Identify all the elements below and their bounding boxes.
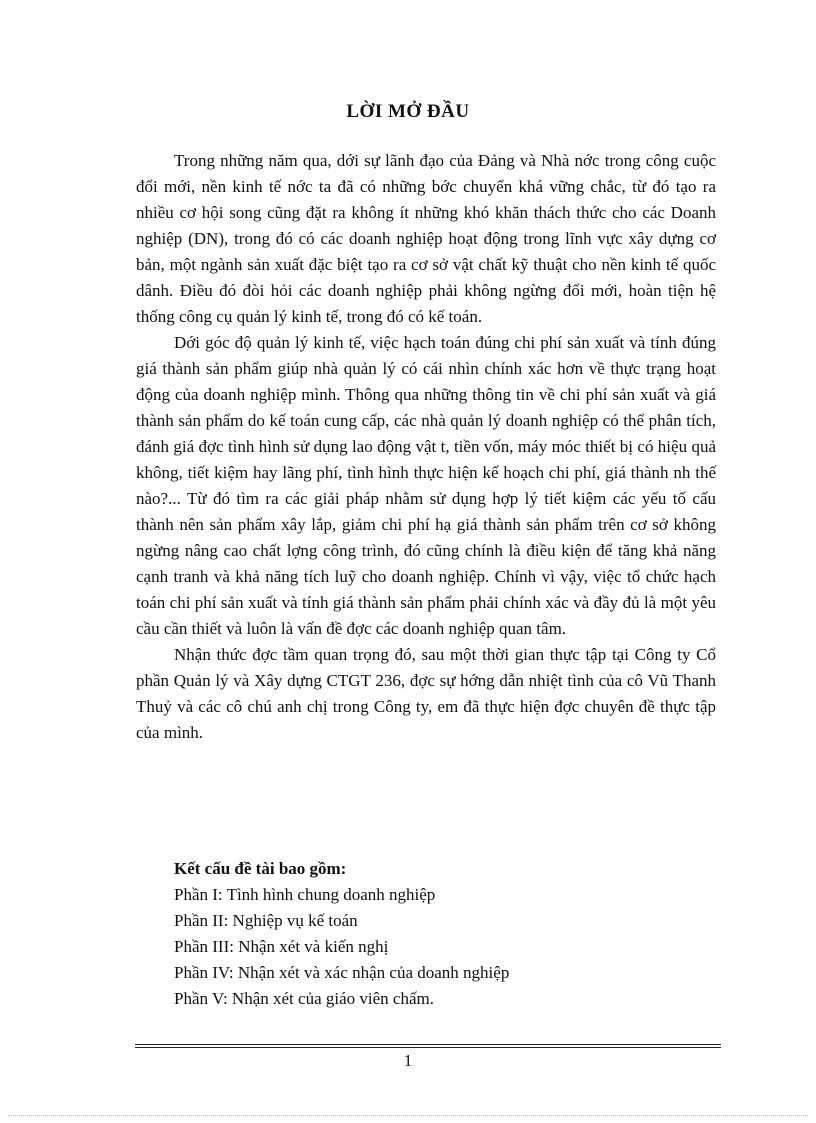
structure-item-5: Phần V: Nhận xét của giáo viên chấm.	[174, 989, 434, 1008]
structure-item-1: Phần I: Tình hình chung doanh nghiệp	[174, 885, 436, 904]
structure-item-3: Phần III: Nhận xét và kiến nghị	[174, 937, 389, 956]
page-title: LỜI MỞ ĐẦU	[346, 101, 470, 122]
introduction-body	[136, 148, 716, 746]
footer-divider-secondary	[135, 1047, 721, 1048]
structure-item-4: Phần IV: Nhận xét và xác nhận của doanh nghiệp	[174, 963, 510, 982]
footer-divider	[135, 1044, 721, 1045]
structure-section	[174, 856, 714, 1012]
paragraph-2: Dới góc độ quản lý kinh tế, việc hạch toán đúng chi phí sản xuất và tính đúng giá thành sản phẩm giúp nhà quản lý có cái nhìn chính xác hơn về thực trạng hoạt động của doanh nghiệp mình. Thông qua những thông tin về chi phí sản xuất và giá thành sản phẩm do kế toán cung cấp, các nhà quản lý doanh nghiệp có thể phân tích, đánh giá đợc tình hình sử dụng lao động vật t, tiền vốn, máy móc thiết bị có hiệu quả không, tiết kiệm hay lãng phí, tình hình thực hiện kế hoạch chi phí, giá thành nh thế nào?... Từ đó tìm ra các giải pháp nhằm sử dụng hợp lý tiết kiệm các yếu tố cấu thành nên sản phẩm xây lắp, giảm chi phí hạ giá thành sản phẩm trên cơ sở không ngừng nâng cao chất lợng công trình, đó cũng chính là điều kiện để tăng khả năng cạnh tranh và khả năng tích luỹ cho doanh nghiệp. Chính vì vậy, việc tổ chức hạch toán chi phí sản xuất và tính giá thành sản phẩm phải chính xác và đầy đủ là một yêu cầu cần thiết và luôn là vấn đề đợc các doanh nghiệp quan tâm.	[136, 333, 716, 638]
structure-item-2: Phần II: Nghiệp vụ kế toán	[174, 911, 358, 930]
paragraph-1: Trong những năm qua, dới sự lãnh đạo của Đảng và Nhà nớc trong công cuộc đổi mới, nền kinh tế nớc ta đã có những bớc chuyển khá vững chắc, từ đó tạo ra nhiều cơ hội song cũng đặt ra không ít những khó khăn thách thức cho các Doanh nghiệp (DN), trong đó có các doanh nghiệp hoạt động trong lĩnh vực xây dựng cơ bản, một ngành sản xuất đặc biệt tạo ra cơ sở vật chất kỹ thuật cho nền kinh tế quốc dânh. Điều đó đòi hỏi các doanh nghiệp phải không ngừng đổi mới, hoàn tiện hệ thống công cụ quản lý kinh tế, trong đó có kế toán.	[136, 151, 716, 326]
page-number: 1	[403, 1051, 413, 1070]
paragraph-3: Nhận thức đợc tầm quan trọng đó, sau một thời gian thực tập tại Công ty Cổ phần Quản lý và Xây dựng CTGT 236, đợc sự hớng dẫn nhiệt tình của cô Vũ Thanh Thuỷ và các cô chú anh chị trong Công ty, em đã thực hiện đợc chuyên đề thực tập của mình.	[136, 645, 716, 742]
structure-heading: Kết cấu đề tài bao gồm:	[174, 859, 347, 878]
page-edge-guide	[8, 1115, 808, 1116]
